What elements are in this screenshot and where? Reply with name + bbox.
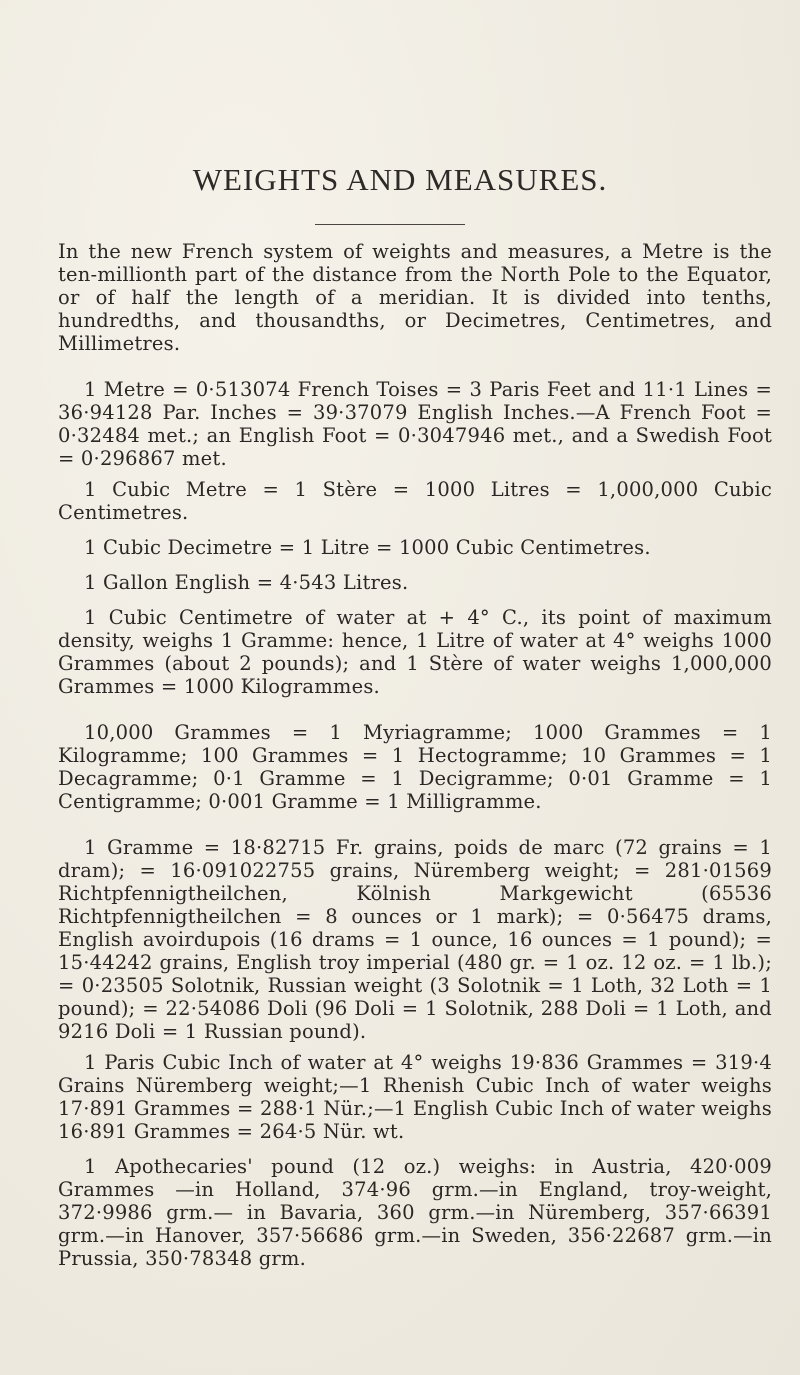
paragraph-gramme-units: 10,000 Grammes = 1 Myriagramme; 1000 Grammes = 1 Kilogramme; 100 Grammes = 1 Hectogramme; 10 Grammes = 1 Decagramme; 0·1 Gramme = 1 Decigramme; 0·01 Gramme = 1 Centigramme; 0·001 Gramme = 1 Milligramme.	[58, 721, 772, 813]
paragraph-apothecaries: 1 Apothecaries' pound (12 oz.) weighs: in Austria, 420·009 Grammes —in Holland, 374·96 grm.—in England, troy-weight, 372·9986 grm.— in Bavaria, 360 grm.—in Nüremberg, 357·66391 grm.—in Hanover, 357·56686 grm.—in Sweden, 356·22687 grm.—in Prussia, 350·78348 grm.	[58, 1155, 772, 1270]
paragraph-cubic-inch: 1 Paris Cubic Inch of water at 4° weighs 19·836 Grammes = 319·4 Grains Nüremberg weight;—1 Rhenish Cubic Inch of water weighs 17·891 Grammes = 288·1 Nür.;—1 English Cubic Inch of water weighs 16·891 Grammes = 264·5 Nür. wt.	[58, 1051, 772, 1143]
paragraph-cubic-centimetre: 1 Cubic Centimetre of water at + 4° C., its point of maximum density, weighs 1 Gramme: hence, 1 Litre of water at 4° weighs 1000 Grammes (about 2 pounds); and 1 Stère of water weighs 1,000,000 Grammes = 1000 Kilogrammes.	[58, 606, 772, 698]
paragraph-gallon: 1 Gallon English = 4·543 Litres.	[84, 571, 409, 594]
paragraph-gramme-equivalents: 1 Gramme = 18·82715 Fr. grains, poids de marc (72 grains = 1 dram); = 16·091022755 grains, Nüremberg weight; = 281·01569 Richtpfennigtheilchen, Kölnish Markgewicht (65536 Richtpfennigtheilchen = 8 ounces or 1 mark); = 0·56475 drams, English avoirdupois (16 drams = 1 ounce, 16 ounces = 1 pound); = 15·44242 grains, English troy imperial (480 gr. = 1 oz. 12 oz. = 1 lb.); = 0·23505 Solotnik, Russian weight (3 Solotnik = 1 Loth, 32 Loth = 1 pound); = 22·54086 Doli (96 Doli = 1 Solotnik, 288 Doli = 1 Loth, and 9216 Doli = 1 Russian pound).	[58, 836, 772, 1043]
paragraph-metre: 1 Metre = 0·513074 French Toises = 3 Paris Feet and 11·1 Lines = 36·94128 Par. Inches = 39·37079 English Inches.—A French Foot = 0·32484 met.; an English Foot = 0·3047946 met., and a Swedish Foot = 0·296867 met.	[58, 378, 772, 470]
paragraph-intro: In the new French system of weights and measures, a Metre is the ten-millionth part of the distance from the North Pole to the Equator, or of half the length of a meridian. It is divided into tenths, hundredths, and thousandths, or Decimetres, Centimetres, and Millimetres.	[58, 240, 772, 355]
page-title: WEIGHTS AND MEASURES.	[192, 162, 608, 197]
paragraph-cubic-metre: 1 Cubic Metre = 1 Stère = 1000 Litres = 1,000,000 Cubic Centimetres.	[58, 478, 772, 524]
title-divider	[315, 224, 465, 225]
body-text	[58, 240, 772, 1270]
paragraph-cubic-decimetre: 1 Cubic Decimetre = 1 Litre = 1000 Cubic Centimetres.	[84, 536, 651, 559]
